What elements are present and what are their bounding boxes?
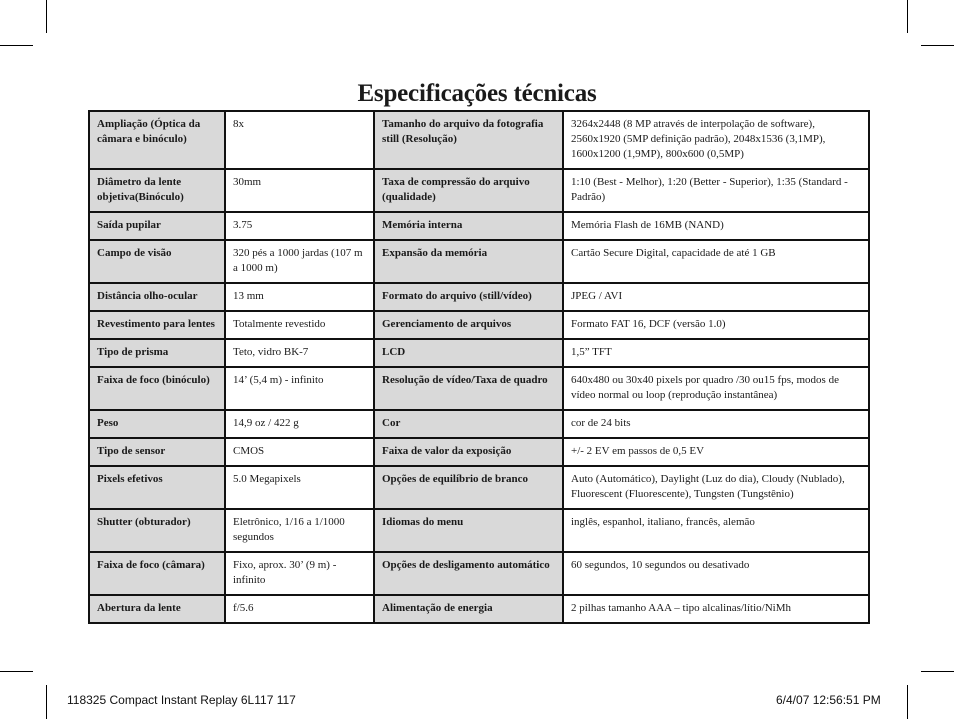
spec-value: 30mm [225,169,374,212]
spec-value: Auto (Automático), Daylight (Luz do dia), Cloudy (Nublado), Fluorescent (Fluorescente), Tungsten (Tungstênio) [563,466,869,509]
spec-value: 5.0 Megapixels [225,466,374,509]
spec-label: Idiomas do menu [374,509,563,552]
spec-label: Abertura da lente [89,595,225,623]
spec-label: Tipo de prisma [89,339,225,367]
spec-label: LCD [374,339,563,367]
spec-label: Pixels efetivos [89,466,225,509]
spec-value: 2 pilhas tamanho AAA – tipo alcalinas/lítio/NiMh [563,595,869,623]
table-row [89,212,869,240]
spec-value: Cartão Secure Digital, capacidade de até 1 GB [563,240,869,283]
table-row [89,595,869,623]
spec-label: Opções de desligamento automático [374,552,563,595]
spec-label: Faixa de foco (câmara) [89,552,225,595]
spec-value: 320 pés a 1000 jardas (107 m a 1000 m) [225,240,374,283]
spec-label: Tamanho do arquivo da fotografia still (Resolução) [374,111,563,169]
table-row [89,283,869,311]
spec-label: Formato do arquivo (still/vídeo) [374,283,563,311]
crop-mark [921,671,954,672]
spec-value: Fixo, aprox. 30’ (9 m) - infinito [225,552,374,595]
spec-value: cor de 24 bits [563,410,869,438]
table-row [89,509,869,552]
footer-job-info: 118325 Compact Instant Replay 6L117 117 [67,693,296,707]
spec-value: CMOS [225,438,374,466]
spec-value: Teto, vidro BK-7 [225,339,374,367]
spec-value: Eletrônico, 1/16 a 1/1000 segundos [225,509,374,552]
spec-value: +/- 2 EV em passos de 0,5 EV [563,438,869,466]
spec-label: Memória interna [374,212,563,240]
spec-label: Campo de visão [89,240,225,283]
spec-label: Cor [374,410,563,438]
spec-label: Tipo de sensor [89,438,225,466]
spec-value: Totalmente revestido [225,311,374,339]
spec-value: 640x480 ou 30x40 pixels por quadro /30 ou15 fps, modos de vídeo normal ou loop (reprodução instantânea) [563,367,869,410]
table-row [89,169,869,212]
table-row [89,466,869,509]
table-row [89,240,869,283]
spec-label: Saída pupilar [89,212,225,240]
spec-label: Faixa de valor da exposição [374,438,563,466]
footer-timestamp: 6/4/07 12:56:51 PM [776,693,881,707]
spec-label: Alimentação de energia [374,595,563,623]
spec-label: Taxa de compressão do arquivo (qualidade) [374,169,563,212]
spec-value: f/5.6 [225,595,374,623]
spec-label: Ampliação (Óptica da câmara e binóculo) [89,111,225,169]
spec-label: Shutter (obturador) [89,509,225,552]
spec-value: Memória Flash de 16MB (NAND) [563,212,869,240]
spec-label: Resolução de vídeo/Taxa de quadro [374,367,563,410]
crop-mark [0,671,33,672]
spec-value: 13 mm [225,283,374,311]
spec-value: 14,9 oz / 422 g [225,410,374,438]
spec-label: Faixa de foco (binóculo) [89,367,225,410]
spec-value: 1,5” TFT [563,339,869,367]
table-row [89,311,869,339]
spec-label: Revestimento para lentes [89,311,225,339]
spec-label: Distância olho-ocular [89,283,225,311]
spec-value: 1:10 (Best - Melhor), 1:20 (Better - Superior), 1:35 (Standard - Padrão) [563,169,869,212]
table-row [89,339,869,367]
spec-value: 14’ (5,4 m) - infinito [225,367,374,410]
crop-mark [46,685,47,719]
table-row [89,410,869,438]
spec-label: Peso [89,410,225,438]
spec-table [88,110,870,624]
crop-mark [921,45,954,46]
crop-mark [907,0,908,33]
table-row [89,438,869,466]
spec-value: Formato FAT 16, DCF (versão 1.0) [563,311,869,339]
spec-value: JPEG / AVI [563,283,869,311]
spec-label: Gerenciamento de arquivos [374,311,563,339]
table-row [89,552,869,595]
spec-value: inglês, espanhol, italiano, francês, alemão [563,509,869,552]
crop-mark [907,685,908,719]
spec-value: 8x [225,111,374,169]
table-row [89,367,869,410]
spec-value: 3264x2448 (8 MP através de interpolação de software), 2560x1920 (5MP definição padrão), 2048x1536 (3,1MP), 1600x1200 (1,9MP), 800x600 (0,5MP) [563,111,869,169]
crop-mark [46,0,47,33]
crop-mark [0,45,33,46]
spec-label: Expansão da memória [374,240,563,283]
spec-value: 60 segundos, 10 segundos ou desativado [563,552,869,595]
spec-value: 3.75 [225,212,374,240]
page-title: Especificações técnicas [357,80,597,107]
spec-label: Diâmetro da lente objetiva(Binóculo) [89,169,225,212]
spec-label: Opções de equilíbrio de branco [374,466,563,509]
table-row [89,111,869,169]
